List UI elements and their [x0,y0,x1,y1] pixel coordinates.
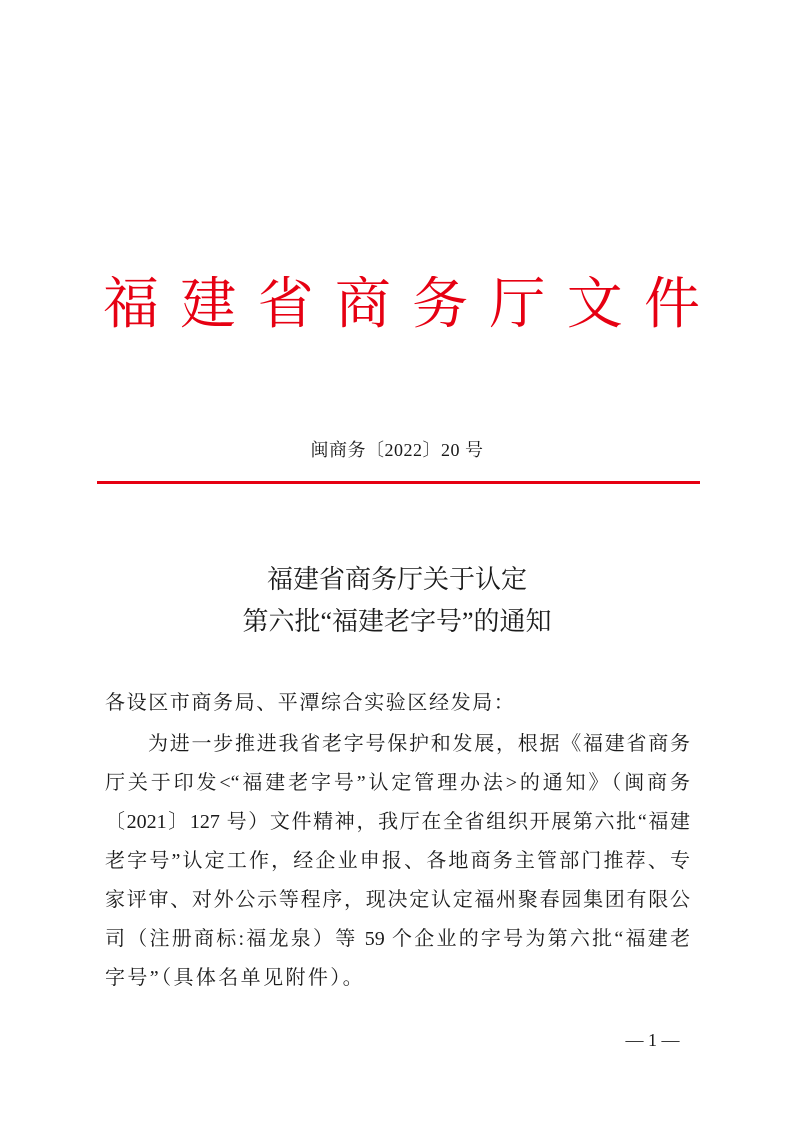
body-line: 厅关于印发<“福建老字号”认定管理办法>的通知》（闽商务 [105,772,690,794]
document-number: 闽商务〔2022〕20 号 [310,440,484,460]
body-line: 家评审、对外公示等程序，现决定认定福州聚春园集团有限公 [105,889,690,911]
page-number: — 1 — [625,1030,680,1050]
salutation: 各设区市商务局、平潭综合实验区经发局： [105,692,516,714]
notice-title-line-2: 第六批“福建老字号”的通知 [242,607,552,636]
notice-title-line-1: 福建省商务厅关于认定 [266,565,527,594]
body-line: 司（注册商标:福龙泉）等 59 个企业的字号为第六批“福建老 [105,928,690,950]
issuer-header-title: 福建省商务厅文件 [103,276,700,334]
body-line: 为进一步推进我省老字号保护和发展，根据《福建省商务 [148,733,690,755]
body-line: 老字号”认定工作，经企业申报、各地商务主管部门推荐、专 [105,850,690,872]
body-line: 字号”（具体名单见附件）。 [105,967,366,989]
header-red-divider [97,481,700,484]
body-line: 〔2021〕127 号）文件精神，我厅在全省组织开展第六批“福建 [105,811,690,833]
